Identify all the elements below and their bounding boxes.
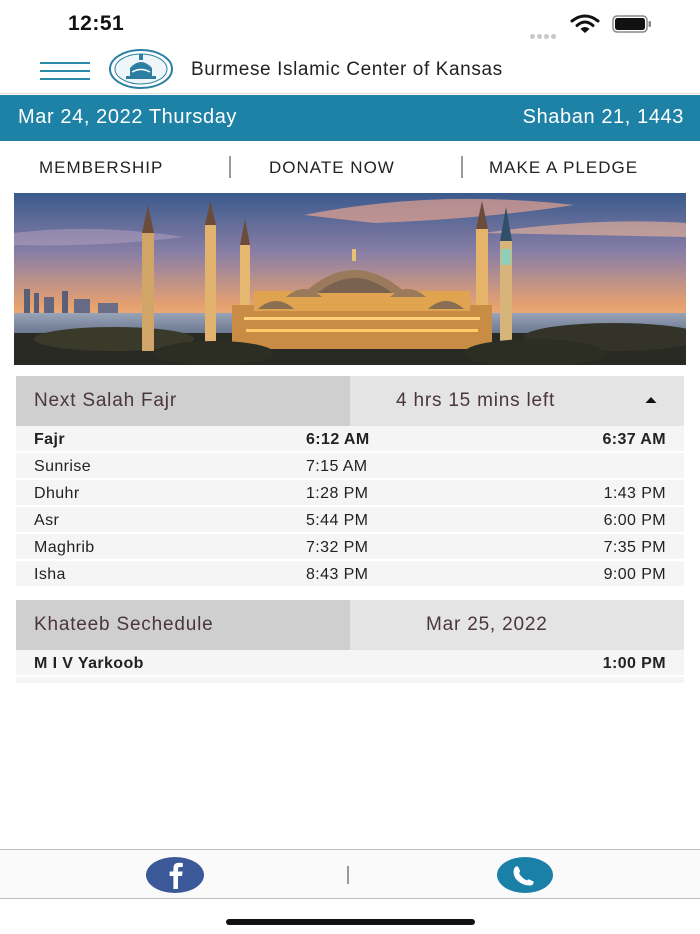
next-salah-header[interactable]: [16, 376, 684, 426]
iqamah-time: 6:00 PM: [603, 512, 666, 529]
adhan-time: 8:43 PM: [306, 566, 369, 583]
make-a-pledge-link[interactable]: MAKE A PLEDGE: [489, 158, 639, 177]
khateeb-row: [16, 650, 684, 677]
prayer-row-dhuhr: [16, 480, 684, 507]
prayer-name: Sunrise: [34, 458, 92, 475]
date-bar: [0, 95, 700, 141]
khateeb-row-spacer: [16, 677, 684, 685]
prayer-name: Maghrib: [34, 539, 95, 556]
facebook-icon[interactable]: [145, 856, 205, 894]
status-bar: [0, 0, 700, 46]
prayer-name: Isha: [34, 566, 66, 583]
prayer-name: Fajr: [34, 431, 65, 448]
time-left-text: 4 hrs 15 mins left: [396, 390, 556, 411]
prayer-row-fajr: [16, 426, 684, 453]
next-salah-label: Next Salah Fajr: [34, 390, 177, 411]
iqamah-time: 6:37 AM: [602, 431, 666, 448]
hamburger-menu-icon[interactable]: [40, 60, 90, 82]
prayer-name: Dhuhr: [34, 485, 80, 502]
khateeb-header: [16, 600, 684, 650]
home-indicator[interactable]: [226, 919, 475, 925]
prayer-row-sunrise: [16, 453, 684, 480]
donate-now-link[interactable]: DONATE NOW: [269, 158, 395, 177]
iqamah-time: 7:35 PM: [603, 539, 666, 556]
link-divider: [461, 156, 463, 178]
battery-icon: [612, 15, 652, 33]
khateeb-date: Mar 25, 2022: [426, 614, 548, 635]
adhan-time: 5:44 PM: [306, 512, 369, 529]
status-time: 12:51: [68, 12, 125, 35]
prayer-row-maghrib: [16, 534, 684, 561]
gregorian-date: Mar 24, 2022 Thursday: [18, 106, 238, 128]
prayer-row-asr: [16, 507, 684, 534]
app-title: Burmese Islamic Center of Kansas: [191, 59, 503, 80]
phone-icon[interactable]: [496, 856, 554, 894]
mosque-banner-image: [14, 193, 686, 365]
khateeb-name: M I V Yarkoob: [34, 655, 144, 672]
footer-bar: [0, 849, 700, 899]
app-header: [0, 46, 700, 94]
adhan-time: 1:28 PM: [306, 485, 369, 502]
prayer-name: Asr: [34, 512, 60, 529]
center-logo-icon: [108, 48, 174, 90]
adhan-time: 7:15 AM: [306, 458, 368, 475]
collapse-arrow-icon[interactable]: [644, 396, 658, 404]
khateeb-label: Khateeb Sechedule: [34, 614, 214, 635]
iqamah-time: 9:00 PM: [603, 566, 666, 583]
wifi-icon: [570, 14, 600, 34]
prayer-times-list: [16, 426, 684, 588]
khateeb-list: [16, 650, 684, 685]
prayer-row-isha: [16, 561, 684, 588]
adhan-time: 6:12 AM: [306, 431, 370, 448]
adhan-time: 7:32 PM: [306, 539, 369, 556]
link-divider: [229, 156, 231, 178]
hijri-date: Shaban 21, 1443: [522, 106, 684, 128]
signal-icon: [530, 26, 558, 44]
membership-link[interactable]: MEMBERSHIP: [39, 158, 164, 177]
footer-divider: [347, 866, 349, 884]
iqamah-time: 1:43 PM: [603, 485, 666, 502]
links-bar: [0, 146, 700, 190]
khateeb-time: 1:00 PM: [602, 655, 666, 672]
